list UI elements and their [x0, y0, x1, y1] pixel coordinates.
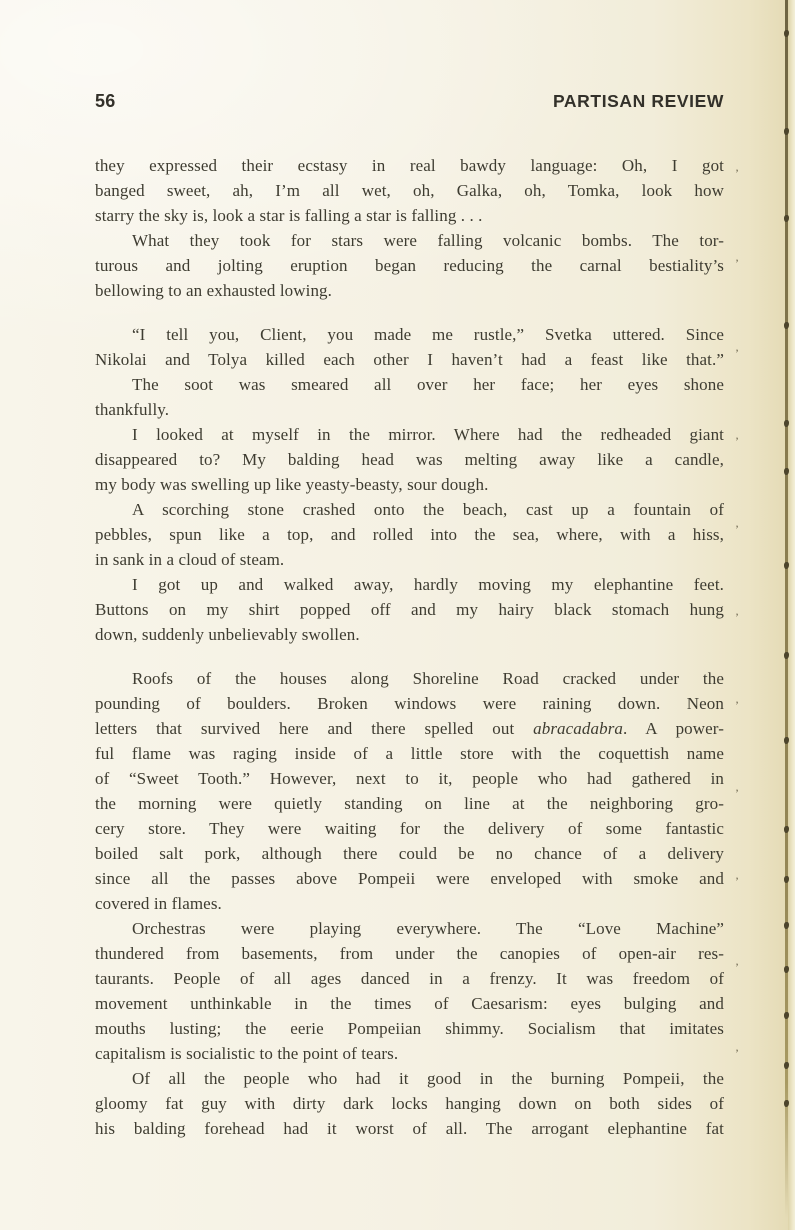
margin-mark: ’ — [735, 960, 739, 974]
text-line: his balding forehead had it worst of all. The arrogant elephantine fat — [95, 1119, 724, 1138]
text-line: taurants. People of all ages danced in a frenzy. It was freedom of — [95, 969, 724, 988]
text-line: boiled salt pork, although there could be no chance of a delivery — [95, 844, 724, 863]
text-line: What they took for stars were falling volcanic bombs. The tor- — [132, 231, 724, 250]
paragraph — [95, 422, 724, 497]
text-line: Buttons on my shirt popped off and my hairy black stomach hung — [95, 600, 724, 619]
text-line: movement unthinkable in the times of Caesarism: eyes bulging and — [95, 994, 724, 1013]
text-line: cery store. They were waiting for the delivery of some fantastic — [95, 819, 724, 838]
margin-mark: ’ — [735, 166, 739, 180]
text-line: letters that survived here and there spelled out abracadabra. A power- — [95, 719, 724, 738]
paragraph — [95, 916, 724, 1066]
text-line: thankfully. — [95, 400, 170, 419]
paragraph — [95, 497, 724, 572]
paragraph — [95, 572, 724, 647]
paragraph — [95, 153, 724, 228]
text-line: The soot was smeared all over her face; her eyes shone — [132, 375, 724, 394]
text-line: thundered from basements, from under the canopies of open-air res- — [95, 944, 724, 963]
paragraph — [95, 1066, 724, 1141]
margin-mark: ’ — [735, 1046, 739, 1060]
text-line: Roofs of the houses along Shoreline Road cracked under the — [132, 669, 724, 688]
margin-mark: ’ — [735, 698, 739, 712]
margin-mark: ’ — [735, 874, 739, 888]
text-line: my body was swelling up like yeasty-beasty, sour dough. — [95, 475, 489, 494]
text-line: starry the sky is, look a star is falling a star is falling . . . — [95, 206, 483, 225]
text-line: ful flame was raging inside of a little store with the coquettish name — [95, 744, 724, 763]
text-line: pebbles, spun like a top, and rolled into the sea, where, with a hiss, — [95, 525, 724, 544]
margin-mark: ’ — [735, 434, 739, 448]
text-line: gloomy fat guy with dirty dark locks hanging down on both sides of — [95, 1094, 724, 1113]
journal-title: PARTISAN REVIEW — [552, 91, 724, 111]
text-line: Nikolai and Tolya killed each other I haven’t had a feast like that.” — [95, 350, 724, 369]
text-line: bellowing to an exhausted lowing. — [95, 281, 333, 300]
paragraph — [95, 228, 724, 303]
text-line: banged sweet, ah, I’m all wet, oh, Galka, oh, Tomka, look how — [95, 181, 724, 200]
text-line: they expressed their ecstasy in real bawdy language: Oh, I got — [95, 156, 724, 175]
text-line: the morning were quietly standing on line at the neighboring gro- — [95, 794, 724, 813]
paragraph — [95, 322, 724, 372]
text-line: Of all the people who had it good in the burning Pompeii, the — [132, 1069, 724, 1088]
page-number: 56 — [95, 91, 116, 111]
text-line: I got up and walked away, hardly moving my elephantine feet. — [132, 575, 724, 594]
page-header — [95, 91, 724, 112]
text-line: pounding of boulders. Broken windows were raining down. Neon — [95, 694, 724, 713]
text-line: covered in flames. — [95, 894, 222, 913]
text-line: since all the passes above Pompeii were enveloped with smoke and — [95, 869, 724, 888]
margin-mark: ’ — [735, 522, 739, 536]
text-line: turous and jolting eruption began reducing the carnal bestiality’s — [95, 256, 724, 275]
margin-mark: ’ — [735, 346, 739, 360]
paragraph — [95, 372, 724, 422]
margin-mark: ’ — [735, 256, 739, 270]
text-line: of “Sweet Tooth.” However, next to it, people who had gathered in — [95, 769, 724, 788]
text-line: disappeared to? My balding head was melting away like a candle, — [95, 450, 724, 469]
text-line: in sank in a cloud of steam. — [95, 550, 285, 569]
text-line: mouths lusting; the eerie Pompeiian shimmy. Socialism that imitates — [95, 1019, 724, 1038]
text-column — [95, 153, 724, 1141]
margin-mark: ’ — [735, 610, 739, 624]
margin-mark: ’ — [735, 786, 739, 800]
text-line: down, suddenly unbelievably swollen. — [95, 625, 360, 644]
page-edge-sliver — [788, 0, 795, 1230]
text-line: capitalism is socialistic to the point of tears. — [95, 1044, 399, 1063]
paragraph — [95, 666, 724, 916]
text-line: “I tell you, Client, you made me rustle,” Svetka uttered. Since — [132, 325, 724, 344]
text-line: I looked at myself in the mirror. Where had the redheaded giant — [132, 425, 724, 444]
text-line: Orchestras were playing everywhere. The “Love Machine” — [132, 919, 724, 938]
text-line: A scorching stone crashed onto the beach, cast up a fountain of — [132, 500, 724, 519]
